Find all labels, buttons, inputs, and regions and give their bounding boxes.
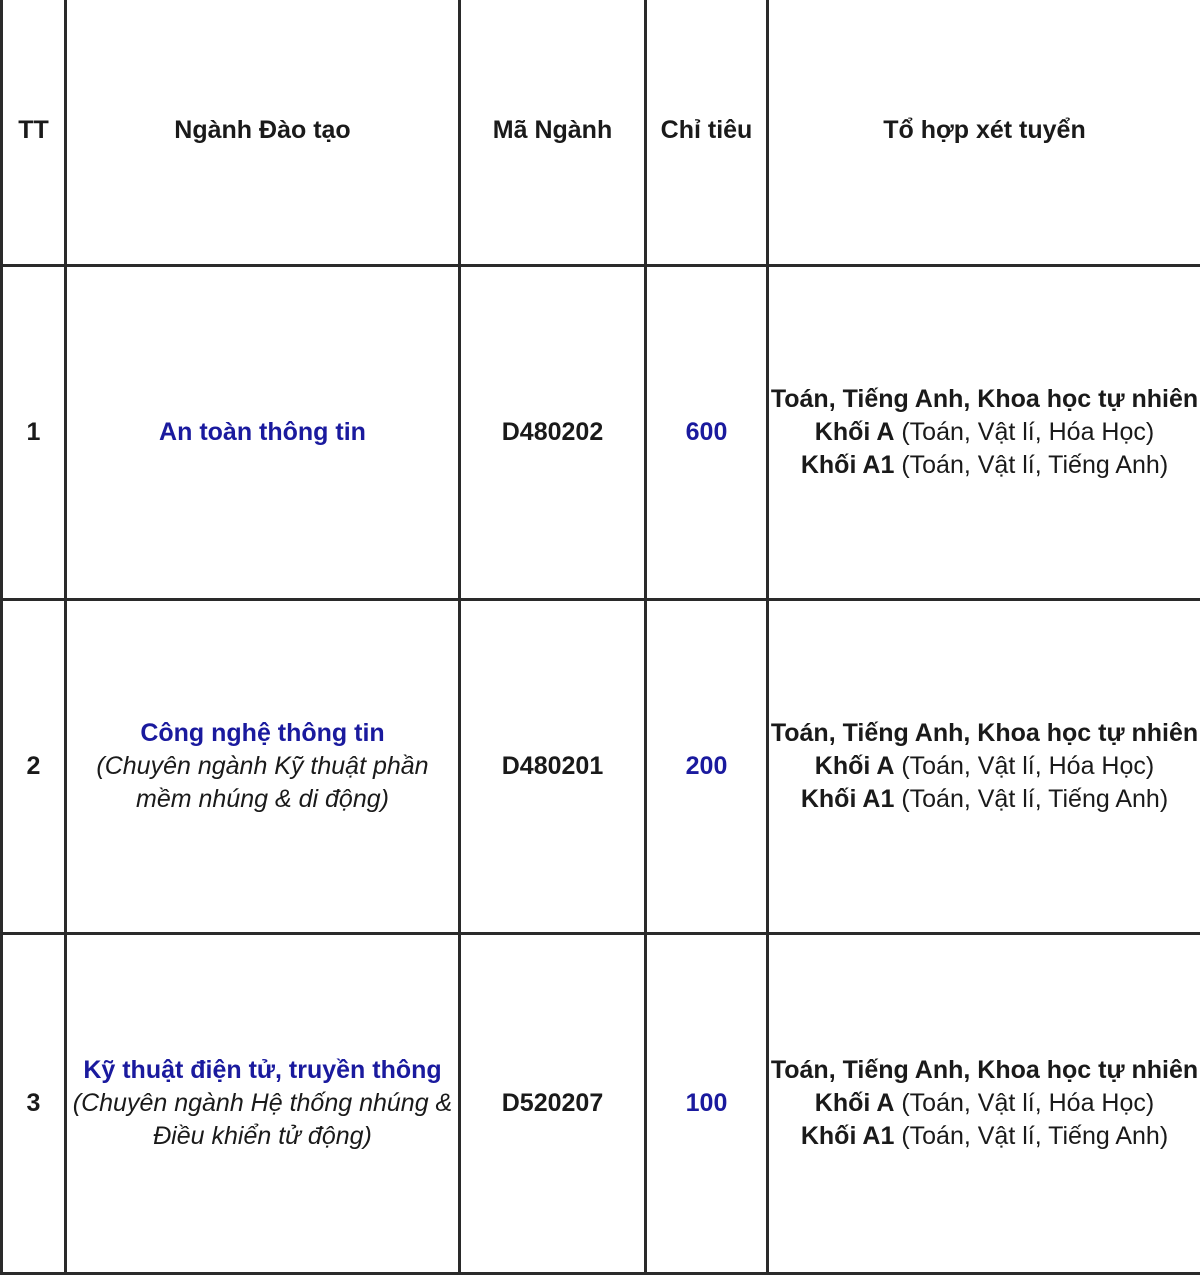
block-a-label: Khối A [815,752,895,780]
block-a-line [769,750,1200,783]
header-tt: TT [2,0,66,266]
table-row [2,600,1200,934]
quota-value: 200 [646,600,768,934]
combination-cell [768,934,1200,1274]
block-a1-line [769,449,1200,482]
block-a-subjects: (Toán, Vật lí, Hóa Học) [894,1089,1154,1117]
row-number: 3 [2,934,66,1274]
block-a-subjects: (Toán, Vật lí, Hóa Học) [894,418,1154,446]
row-number: 2 [2,600,66,934]
major-cell [66,934,460,1274]
block-a1-subjects: (Toán, Vật lí, Tiếng Anh) [894,1122,1168,1150]
block-a1-label: Khối A1 [801,451,895,479]
block-a1-subjects: (Toán, Vật lí, Tiếng Anh) [894,451,1168,479]
combination-cell [768,266,1200,600]
major-code: D520207 [460,934,646,1274]
header-major-code: Mã Ngành [460,0,646,266]
row-number: 1 [2,266,66,600]
block-a1-line [769,783,1200,816]
major-name: Công nghệ thông tin [67,717,458,750]
major-name: Kỹ thuật điện tử, truyền thông [67,1054,458,1087]
block-a-line [769,416,1200,449]
block-a1-subjects: (Toán, Vật lí, Tiếng Anh) [894,785,1168,813]
combination-line: Toán, Tiếng Anh, Khoa học tự nhiên [769,1054,1200,1087]
table-row [2,266,1200,600]
major-specialization: (Chuyên ngành Hệ thống nhúng & Điều khiển tử động) [67,1087,458,1153]
block-a-subjects: (Toán, Vật lí, Hóa Học) [894,752,1154,780]
block-a1-line [769,1120,1200,1153]
block-a1-label: Khối A1 [801,1122,895,1150]
header-quota: Chỉ tiêu [646,0,768,266]
table-header-row [2,0,1200,266]
combination-cell [768,600,1200,934]
block-a-line [769,1087,1200,1120]
block-a-label: Khối A [815,1089,895,1117]
major-specialization: (Chuyên ngành Kỹ thuật phần mềm nhúng & di động) [67,750,458,816]
quota-value: 600 [646,266,768,600]
major-name: An toàn thông tin [67,416,458,449]
combination-line: Toán, Tiếng Anh, Khoa học tự nhiên [769,383,1200,416]
major-code: D480201 [460,600,646,934]
combination-line: Toán, Tiếng Anh, Khoa học tự nhiên [769,717,1200,750]
major-cell [66,266,460,600]
block-a-label: Khối A [815,418,895,446]
quota-value: 100 [646,934,768,1274]
header-major-name: Ngành Đào tạo [66,0,460,266]
block-a1-label: Khối A1 [801,785,895,813]
table-row [2,934,1200,1274]
major-code: D480202 [460,266,646,600]
major-cell [66,600,460,934]
header-subject-combination: Tổ hợp xét tuyển [768,0,1200,266]
